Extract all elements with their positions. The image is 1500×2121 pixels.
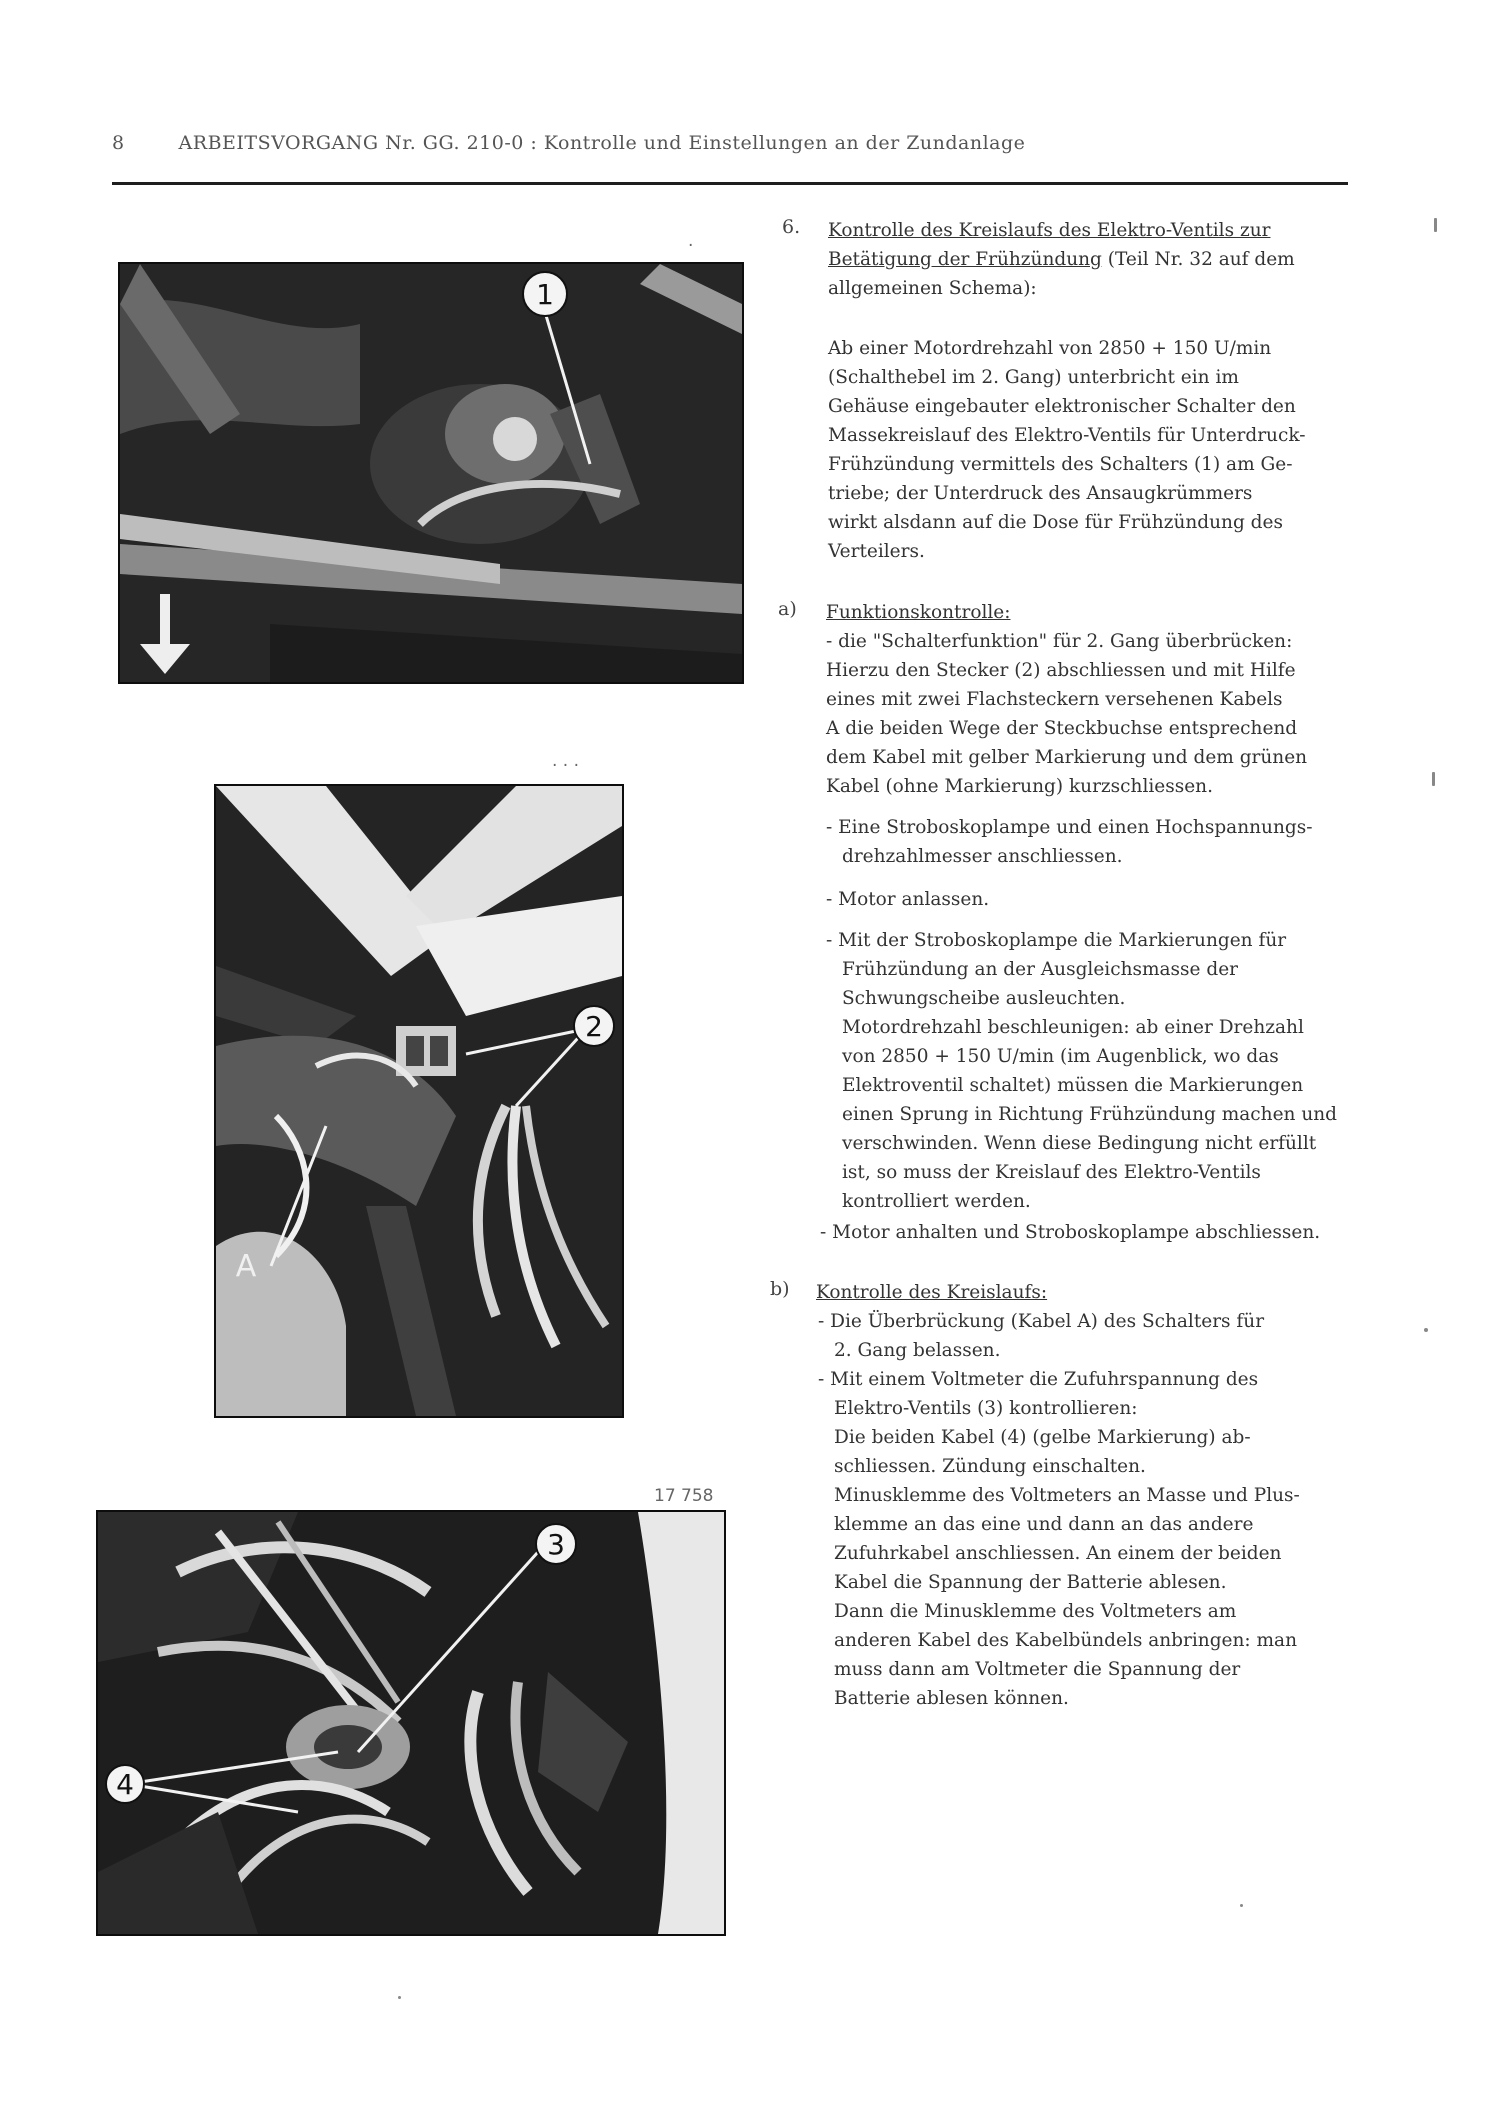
photo-gearbox-switch xyxy=(118,262,744,684)
text-line: 2. Gang belassen. xyxy=(834,1340,1001,1361)
text-line: wirkt alsdann auf die Dose für Frühzündung des xyxy=(828,512,1283,533)
section-6-heading-line-2-rest: (Teil Nr. 32 auf dem xyxy=(1101,249,1295,270)
section-a-item-3 xyxy=(826,885,1346,914)
text-line: klemme an das eine und dann an das andere xyxy=(834,1514,1254,1535)
scan-speck xyxy=(398,1996,401,1999)
text-line: von 2850 + 150 U/min (im Augenblick, wo das xyxy=(842,1046,1279,1067)
text-line: Motordrehzahl beschleunigen: ab einer Drehzahl xyxy=(842,1017,1304,1038)
text-line: - Motor anlassen. xyxy=(826,889,990,910)
section-b-label: b) xyxy=(770,1278,790,1300)
scan-speck xyxy=(1432,772,1435,786)
text-line: verschwinden. Wenn diese Bedingung nicht erfüllt xyxy=(842,1133,1317,1154)
section-6-heading-line-1: Kontrolle des Kreislaufs des Elektro-Ventils zur xyxy=(828,220,1271,241)
section-a-label: a) xyxy=(778,598,797,620)
text-line: Minusklemme des Voltmeters an Masse und Plus- xyxy=(834,1485,1300,1506)
text-line: - Mit der Stroboskoplampe die Markierungen für xyxy=(826,930,1287,951)
scan-speck xyxy=(1240,1904,1243,1907)
text-line: Verteilers. xyxy=(828,541,925,562)
text-line: anderen Kabel des Kabelbündels anbringen: man xyxy=(834,1630,1298,1651)
photo-3-callout-4: 4 xyxy=(116,1768,134,1801)
photo-2-callout-2: 2 xyxy=(585,1010,603,1043)
page-number: 8 xyxy=(112,132,125,154)
photo-1-callout-1: 1 xyxy=(536,278,554,311)
text-line: dem Kabel mit gelber Markierung und dem grünen xyxy=(826,747,1308,768)
text-line: Schwungscheibe ausleuchten. xyxy=(842,988,1126,1009)
section-6-heading-line-3: allgemeinen Schema): xyxy=(828,278,1037,299)
text-line: Massekreislauf des Elektro-Ventils für Unterdruck- xyxy=(828,425,1306,446)
text-line: triebe; der Unterdruck des Ansaugkrümmers xyxy=(828,483,1253,504)
section-b-heading-text: Kontrolle des Kreislaufs: xyxy=(816,1282,1048,1303)
section-6-heading xyxy=(828,216,1348,303)
text-line: Gehäuse eingebauter elektronischer Schalter den xyxy=(828,396,1296,417)
photo-3-callout-3: 3 xyxy=(547,1528,565,1561)
text-line: Zufuhrkabel anschliessen. An einem der beiden xyxy=(834,1543,1282,1564)
text-line: Batterie ablesen können. xyxy=(834,1688,1069,1709)
photo-3-drawing xyxy=(98,1512,724,1934)
text-line: schliessen. Zündung einschalten. xyxy=(834,1456,1146,1477)
text-line: A die beiden Wege der Steckbuchse entsprechend xyxy=(826,718,1298,739)
text-line: Die beiden Kabel (4) (gelbe Markierung) ab- xyxy=(834,1427,1251,1448)
section-a-item-4 xyxy=(826,926,1352,1216)
section-b-item-1 xyxy=(818,1307,1338,1365)
scan-speck xyxy=(1434,218,1437,232)
text-line: Frühzündung vermittels des Schalters (1) am Ge- xyxy=(828,454,1293,475)
text-line: eines mit zwei Flachsteckern versehenen Kabels xyxy=(826,689,1283,710)
photo-valve-cables xyxy=(96,1510,726,1936)
header-rule xyxy=(112,182,1348,185)
section-6-heading-line-2: Betätigung der Frühzündung xyxy=(828,249,1102,270)
section-a-item-5 xyxy=(820,1218,1350,1247)
text-line: drehzahlmesser anschliessen. xyxy=(842,846,1123,867)
section-6-number: 6. xyxy=(782,216,801,238)
text-line: Elektro-Ventils (3) kontrollieren: xyxy=(834,1398,1138,1419)
section-a-item-2 xyxy=(826,813,1346,871)
page-header xyxy=(112,132,1352,154)
text-line: ist, so muss der Kreislauf des Elektro-Ventils xyxy=(842,1162,1261,1183)
text-line: Elektroventil schaltet) müssen die Markierungen xyxy=(842,1075,1304,1096)
text-line: Dann die Minusklemme des Voltmeters am xyxy=(834,1601,1237,1622)
photo-1-corner-mark: · xyxy=(688,236,694,256)
text-line: (Schalthebel im 2. Gang) unterbricht ein im xyxy=(828,367,1239,388)
photo-2-corner-mark: · · · xyxy=(552,756,580,776)
text-line: Kabel (ohne Markierung) kurzschliessen. xyxy=(826,776,1213,797)
section-6-paragraph xyxy=(828,334,1348,566)
text-line: Kabel die Spannung der Batterie ablesen. xyxy=(834,1572,1227,1593)
photo-3-reference-number: 17 758 xyxy=(654,1486,714,1506)
text-line: - die "Schalterfunktion" für 2. Gang überbrücken: xyxy=(826,631,1293,652)
text-line: Frühzündung an der Ausgleichsmasse der xyxy=(842,959,1239,980)
text-line: - Motor anhalten und Stroboskoplampe abschliessen. xyxy=(820,1222,1321,1243)
text-line: - Die Überbrückung (Kabel A) des Schalters für xyxy=(818,1311,1265,1332)
section-b-item-2 xyxy=(818,1365,1344,1713)
text-line: muss dann am Voltmeter die Spannung der xyxy=(834,1659,1241,1680)
text-line: Hierzu den Stecker (2) abschliessen und mit Hilfe xyxy=(826,660,1296,681)
section-a-item-1 xyxy=(826,627,1346,801)
section-a-heading-text: Funktionskontrolle: xyxy=(826,602,1011,623)
text-line: kontrolliert werden. xyxy=(842,1191,1031,1212)
photo-2-drawing xyxy=(216,786,622,1416)
text-line: - Mit einem Voltmeter die Zufuhrspannung des xyxy=(818,1369,1259,1390)
photo-2-callout-a: A xyxy=(235,1249,257,1284)
section-a-heading xyxy=(826,598,1346,627)
text-line: Ab einer Motordrehzahl von 2850 + 150 U/min xyxy=(828,338,1272,359)
page-header-title: ARBEITSVORGANG Nr. GG. 210-0 : Kontrolle und Einstellungen an der Zundanlage xyxy=(178,132,1026,154)
section-b-heading xyxy=(816,1278,1336,1307)
scan-speck xyxy=(1424,1328,1428,1332)
photo-1-drawing xyxy=(120,264,742,682)
text-line: - Eine Stroboskoplampe und einen Hochspannungs- xyxy=(826,817,1313,838)
text-line: einen Sprung in Richtung Frühzündung machen und xyxy=(842,1104,1338,1125)
photo-connector-plug xyxy=(214,784,624,1418)
